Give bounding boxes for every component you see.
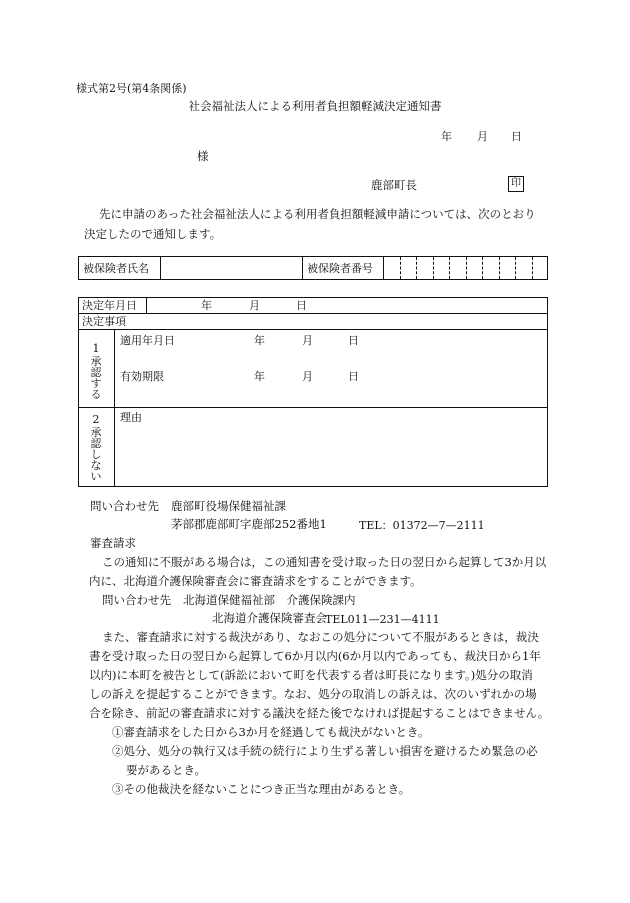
decision-table bbox=[78, 297, 548, 487]
deny-label-char: 認 bbox=[90, 437, 102, 450]
deny-label-char: い bbox=[90, 470, 102, 483]
decision-date-label: 決定年月日 bbox=[82, 299, 137, 312]
approve-label-char: 認 bbox=[90, 366, 102, 379]
valid-period-label: 有効期限 bbox=[120, 370, 164, 383]
number-cell-divider bbox=[515, 257, 516, 279]
review-heading: 審査請求 bbox=[90, 536, 136, 550]
decision-date-month: 月 bbox=[249, 299, 260, 312]
seal-stamp bbox=[508, 176, 524, 192]
notice-date-year: 年 bbox=[441, 130, 452, 143]
lawsuit-line-4: しの訴えを提起することができます。なお、処分の取消しの訴えは、次のいずれかの場 bbox=[89, 687, 537, 701]
valid-period-day: 日 bbox=[348, 370, 359, 383]
lawsuit-line-1: また、審査請求に対する裁決があり、なおこの処分について不服があるときは，裁決 bbox=[102, 630, 539, 644]
approve-label-char: る bbox=[90, 388, 102, 401]
notice-date-month: 月 bbox=[477, 130, 488, 143]
apply-date-label: 適用年月日 bbox=[120, 334, 175, 347]
decision-date-divider bbox=[146, 297, 147, 313]
insured-name-field[interactable] bbox=[161, 257, 302, 279]
contact-phone: TEL011—231—4111 bbox=[325, 613, 440, 626]
insured-name-label: 被保険者氏名 bbox=[83, 262, 149, 275]
addressee-suffix: 様 bbox=[197, 149, 209, 163]
seal-label: 印 bbox=[511, 178, 521, 189]
condition-3: ③その他裁決を経ないことにつき正当な理由があるとき。 bbox=[112, 782, 411, 796]
apply-date-month: 月 bbox=[302, 334, 313, 347]
contact-label: 問い合わせ先 bbox=[90, 499, 159, 513]
contact-label: 問い合わせ先 bbox=[102, 593, 171, 607]
reason-label: 理由 bbox=[120, 411, 142, 424]
number-cell-divider bbox=[433, 257, 434, 279]
insured-divider-2 bbox=[302, 256, 303, 280]
apply-date-day: 日 bbox=[348, 334, 359, 347]
lawsuit-line-2: 書を受け取った日の翌日から起算して6か月以内(6か月以内であっても、裁決日から1年 bbox=[89, 649, 541, 663]
deny-number: 2 bbox=[92, 413, 100, 426]
number-cell-divider bbox=[532, 257, 533, 279]
deny-label-char: 承 bbox=[90, 426, 102, 439]
condition-2-continued: 要があるとき。 bbox=[126, 763, 207, 777]
contact-department: 鹿部町役場保健福祉課 bbox=[171, 499, 286, 513]
number-cell-divider bbox=[449, 257, 450, 279]
review-board: 北海道介護保険審査会 bbox=[212, 611, 327, 625]
lawsuit-line-5: 合を除き、前記の審査請求に対する議決を経た後でなければ提起することはできません。 bbox=[89, 706, 550, 720]
review-line-2: 内に、北海道介護保険審査会に審査請求をすることができます。 bbox=[89, 574, 422, 588]
approve-number: 1 bbox=[92, 342, 100, 355]
valid-period-year: 年 bbox=[254, 370, 265, 383]
deny-label-char: し bbox=[90, 448, 102, 461]
document-title: 社会福祉法人による利用者負担額軽減決定通知書 bbox=[188, 99, 442, 113]
condition-2: ②処分、処分の執行又は手続の続行により生ずる著しい損害を避けるため緊急の必 bbox=[112, 744, 538, 758]
decision-side-divider bbox=[114, 329, 115, 487]
review-line-1: この通知に不服がある場合は，この通知書を受け取った日の翌日から起算して3か月以 bbox=[102, 555, 547, 569]
number-cell-divider bbox=[466, 257, 467, 279]
decision-date-year: 年 bbox=[201, 299, 212, 312]
number-cell-divider bbox=[482, 257, 483, 279]
decision-row-line bbox=[78, 329, 548, 330]
contact-address: 茅部郡鹿部町字鹿部252番地1 bbox=[171, 517, 327, 531]
decision-date-day: 日 bbox=[296, 299, 307, 312]
contact-phone: TEL：01372—7—2111 bbox=[359, 519, 485, 532]
decision-matters-label: 決定事項 bbox=[82, 315, 126, 328]
approve-label-char: す bbox=[90, 377, 102, 390]
number-cell-divider bbox=[499, 257, 500, 279]
issuer: 鹿部町長 bbox=[371, 178, 417, 192]
notice-date-day: 日 bbox=[511, 130, 522, 143]
insured-number-label: 被保険者番号 bbox=[307, 262, 373, 275]
contact-department: 北海道保健福祉部 介護保険課内 bbox=[183, 593, 356, 607]
form-number: 様式第2号(第4条関係) bbox=[76, 82, 187, 95]
valid-period-month: 月 bbox=[302, 370, 313, 383]
lawsuit-line-3: 以内)に本町を被告として(訴訟において町を代表する者は町長になります。)処分の取消 bbox=[89, 668, 533, 682]
intro-line-2: 決定したので通知します。 bbox=[84, 227, 222, 241]
apply-date-year: 年 bbox=[254, 334, 265, 347]
intro-line-1: 先に申請のあった社会福祉法人による利用者負担額軽減申請については、次のとおり bbox=[99, 207, 536, 221]
condition-1: ①審査請求をした日から3か月を経過しても裁決がないとき。 bbox=[112, 725, 430, 739]
number-cell-divider bbox=[416, 257, 417, 279]
deny-label-char: な bbox=[90, 459, 102, 472]
approve-label-char: 承 bbox=[90, 355, 102, 368]
decision-row-line bbox=[78, 313, 548, 314]
decision-row-line bbox=[78, 407, 548, 408]
number-cell-divider bbox=[400, 257, 401, 279]
